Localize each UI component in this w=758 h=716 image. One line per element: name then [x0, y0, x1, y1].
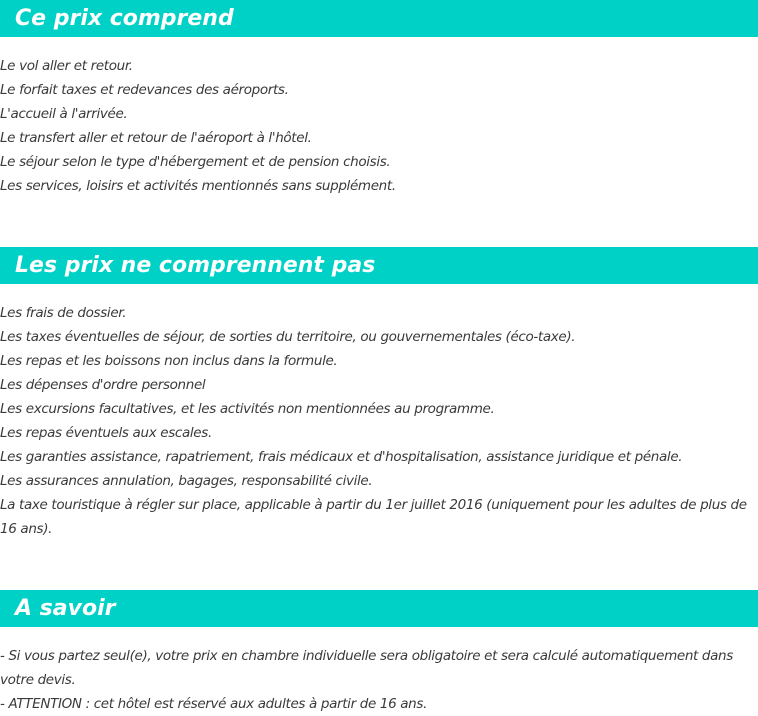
list-item: Les taxes éventuelles de séjour, de sorties du territoire, ou gouvernementales (éco-taxe).	[0, 329, 576, 345]
list-item: L'accueil à l'arrivée.	[0, 106, 128, 122]
list-item: Les services, loisirs et activités mentionnés sans supplément.	[0, 178, 396, 194]
list-item: Le forfait taxes et redevances des aéroports.	[0, 82, 289, 98]
list-item: La taxe touristique à régler sur place, applicable à partir du 1er juillet 2016 (uniquement pour les adultes de plus de 16 ans).	[0, 497, 747, 537]
list-item: Le séjour selon le type d'hébergement et de pension choisis.	[0, 154, 391, 170]
list-item: Les repas éventuels aux escales.	[0, 425, 212, 441]
section-title-not-included: Les prix ne comprennent pas	[0, 247, 758, 284]
section-title-good-to-know: A savoir	[0, 590, 758, 627]
list-item: Les assurances annulation, bagages, responsabilité civile.	[0, 473, 373, 489]
list-item: Les repas et les boissons non inclus dans la formule.	[0, 353, 338, 369]
list-item: Les dépenses d'ordre personnel	[0, 377, 206, 393]
list-item: Les frais de dossier.	[0, 305, 127, 321]
section-title-included: Ce prix comprend	[0, 0, 758, 37]
not-included-list	[0, 301, 756, 541]
list-item: Le transfert aller et retour de l'aéroport à l'hôtel.	[0, 130, 312, 146]
list-item: Les excursions facultatives, et les activités non mentionnées au programme.	[0, 401, 495, 417]
good-to-know-list	[0, 644, 756, 716]
list-item: - Si vous partez seul(e), votre prix en chambre individuelle sera obligatoire et sera calculé automatiquement dans votre devis.	[0, 648, 733, 688]
list-item: Les garanties assistance, rapatriement, frais médicaux et d'hospitalisation, assistance juridique et pénale.	[0, 449, 683, 465]
list-item: - ATTENTION : cet hôtel est réservé aux adultes à partir de 16 ans.	[0, 696, 428, 712]
list-item: Le vol aller et retour.	[0, 58, 133, 74]
included-list	[0, 54, 756, 198]
